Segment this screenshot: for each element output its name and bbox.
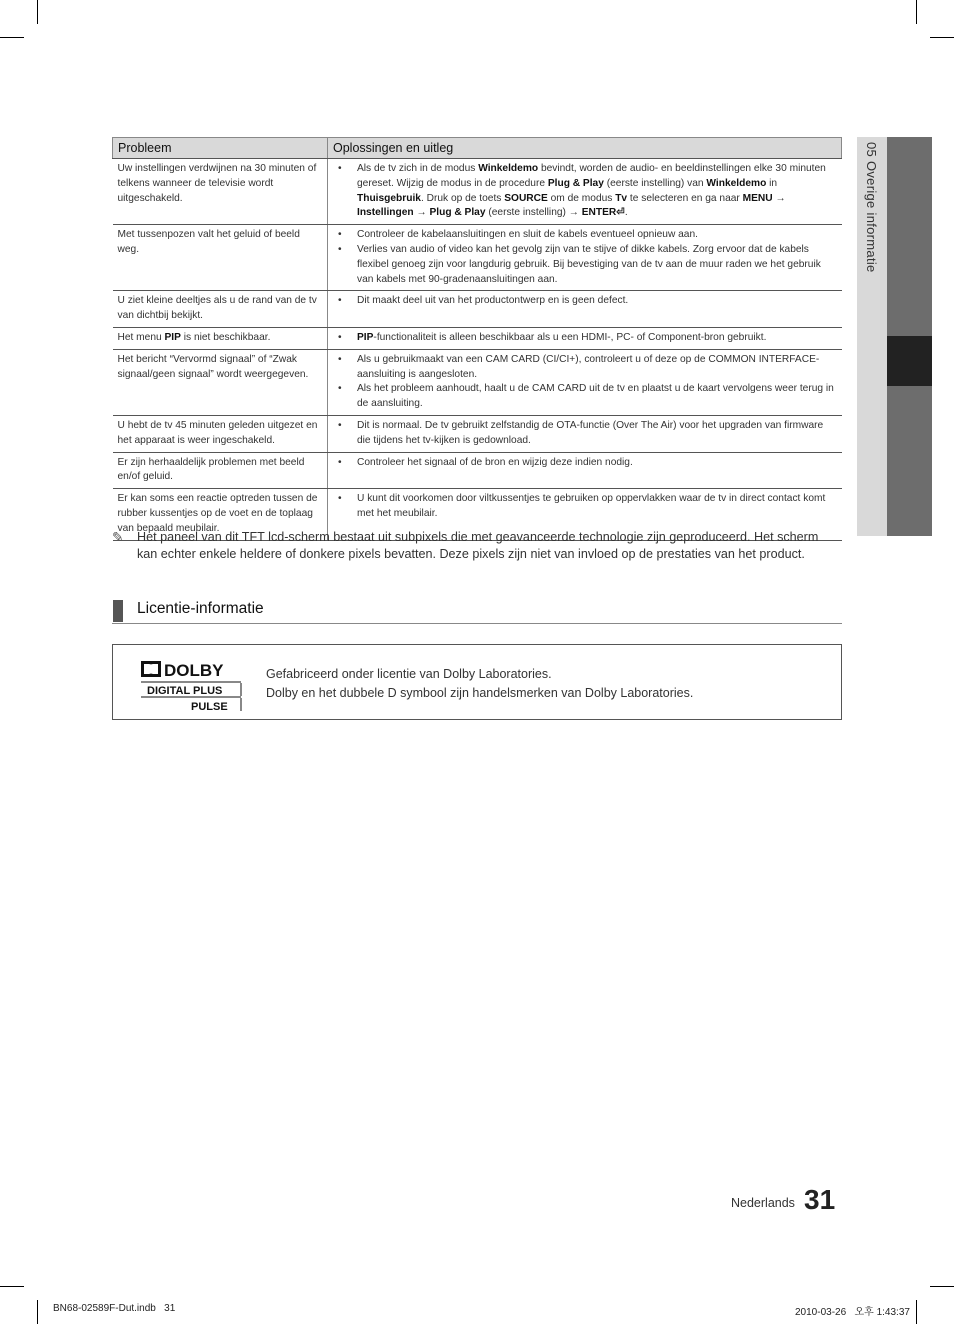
solution-list — [333, 353, 837, 412]
crop-mark — [37, 0, 38, 24]
crop-mark — [0, 1286, 24, 1287]
solution-list — [333, 294, 837, 309]
license-line-1: Gefabriceerd onder licentie van Dolby Laboratories. — [266, 667, 552, 681]
table-row — [113, 291, 842, 328]
footer-file: BN68-02589F-Dut.indb 31 — [53, 1303, 176, 1314]
note — [112, 529, 837, 563]
problem-cell: U ziet kleine deeltjes als u de rand van de tv van dichtbij bekijkt. — [113, 291, 328, 328]
solution-item: • Als u gebruikmaakt van een CAM CARD (CI/CI+), controleert u of deze op de COMMON INTERFACE-aansluiting is aangesloten. — [357, 353, 837, 383]
problem-cell: Het bericht “Vervormd signaal” of “Zwak signaal/geen signaal” wordt weergegeven. — [113, 349, 328, 415]
note-text: Het paneel van dit TFT lcd-scherm bestaat uit subpixels die met geavanceerde technologie zijn geproduceerd. Het scherm kan echter enkele heldere of donkere pixels bevatten. Deze pixels zijn niet van invloed op de prestaties van het product. — [137, 530, 819, 561]
license-text — [266, 665, 693, 703]
crop-mark — [930, 1286, 954, 1287]
side-tab-label: 05 Overige informatie — [864, 142, 879, 273]
table-row — [113, 225, 842, 291]
solution-cell — [328, 327, 842, 349]
troubleshooting-table — [112, 137, 842, 541]
solution-cell — [328, 225, 842, 291]
crop-mark — [930, 37, 954, 38]
section-heading: Licentie-informatie — [137, 600, 264, 617]
table-row — [113, 159, 842, 225]
solution-item: • Controleer de kabelaansluitingen en sluit de kabels eventueel opnieuw aan. — [357, 228, 837, 243]
problem-cell: Er zijn herhaaldelijk problemen met beeld en/of geluid. — [113, 452, 328, 489]
crop-mark — [916, 1300, 917, 1324]
solution-item: • Dit maakt deel uit van het productontwerp en is geen defect. — [357, 294, 837, 309]
solution-cell — [328, 452, 842, 489]
solution-item: • U kunt dit voorkomen door viltkussentjes te gebruiken op oppervlakken waar de tv in direct contact komt met het meubilair. — [357, 492, 837, 522]
table-row — [113, 327, 842, 349]
solution-cell — [328, 291, 842, 328]
heading-marker — [113, 600, 123, 622]
pencil-icon: ✎ — [112, 529, 124, 545]
table-row — [113, 415, 842, 452]
problem-cell: Er kan soms een reactie optreden tussen de rubber kussentjes op de voet en de toplaag van bepaald meubilair. — [113, 489, 328, 540]
table-body — [113, 159, 842, 541]
solution-list — [333, 456, 837, 471]
crop-mark — [916, 0, 917, 24]
problem-cell: Uw instellingen verdwijnen na 30 minuten of telkens wanneer de televisie wordt uitgeschakeld. — [113, 159, 328, 225]
solution-cell — [328, 159, 842, 225]
solution-list — [333, 228, 837, 287]
solution-list — [333, 419, 837, 449]
svg-text:DIGITAL PLUS: DIGITAL PLUS — [147, 685, 223, 697]
solution-item: • Dit is normaal. De tv gebruikt zelfstandig de OTA-functie (Over The Air) voor het upgraden van firmware die tijdens het tv-kijken is gedownload. — [357, 419, 837, 449]
solution-list — [333, 492, 837, 522]
heading-divider — [112, 623, 842, 624]
solution-item: • Als de tv zich in de modus Winkeldemo bevindt, worden de audio- en beeldinstellingen elke 30 minuten gereset. Wijzig de modus in de procedure Plug & Play (eerste instelling) van Winkeldemo in Thuisgebruik. Druk op de toets SOURCE om de modus Tv te selecteren en ga naar MENU → Instellingen → Plug & Play (eerste instelling) → ENTER⏎. — [357, 162, 837, 221]
crop-mark — [37, 1300, 38, 1324]
license-box — [112, 644, 842, 720]
crop-mark — [0, 37, 24, 38]
solution-cell — [328, 349, 842, 415]
problem-cell: Het menu PIP is niet beschikbaar. — [113, 327, 328, 349]
solution-item: • PIP-functionaliteit is alleen beschikbaar als u een HDMI-, PC- of Component-bron gebruikt. — [357, 331, 837, 346]
solution-item: • Verlies van audio of video kan het gevolg zijn van te stijve of dikke kabels. Zorg ervoor dat de kabels flexibel genoeg zijn voor langdurig gebruik. Bij bevestiging van de tv aan de muur raden we het gebruik van kabels met 90-gradenaansluitingen aan. — [357, 243, 837, 287]
table-row — [113, 349, 842, 415]
solution-list — [333, 162, 837, 221]
footer-date: 2010-03-26 오후 1:43:37 — [795, 1307, 910, 1318]
column-header-solution: Oplossingen en uitleg — [328, 138, 842, 159]
solution-cell — [328, 415, 842, 452]
column-header-problem: Probleem — [113, 138, 328, 159]
table-row — [113, 452, 842, 489]
side-tab-active-marker — [887, 336, 932, 386]
solution-item: • Als het probleem aanhoudt, haalt u de CAM CARD uit de tv en plaatst u de kaart vervolgens weer terug in de aansluiting. — [357, 382, 837, 412]
table-header-row — [113, 138, 842, 159]
svg-text:DOLBY: DOLBY — [164, 661, 224, 680]
svg-text:PULSE: PULSE — [191, 701, 228, 713]
dolby-logo — [139, 657, 243, 713]
problem-cell: Met tussenpozen valt het geluid of beeld weg. — [113, 225, 328, 291]
solution-item: • Controleer het signaal of de bron en wijzig deze indien nodig. — [357, 456, 837, 471]
footer-language: Nederlands — [731, 1196, 795, 1210]
solution-list — [333, 331, 837, 346]
problem-cell: U hebt de tv 45 minuten geleden uitgezet en het apparaat is weer ingeschakeld. — [113, 415, 328, 452]
page-number: 31 — [804, 1184, 836, 1215]
license-line-2: Dolby en het dubbele D symbool zijn handelsmerken van Dolby Laboratories. — [266, 686, 694, 700]
